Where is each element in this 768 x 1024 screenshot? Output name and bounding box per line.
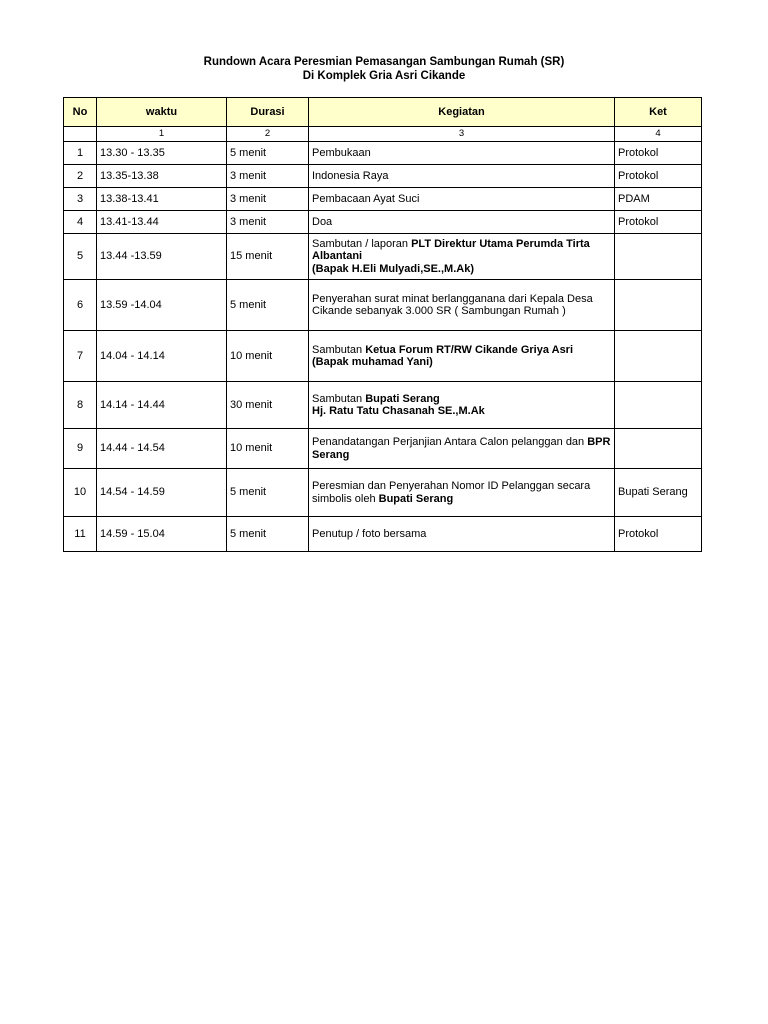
row-ket: PDAM <box>615 188 702 211</box>
table-body <box>64 142 702 552</box>
table-row <box>64 382 702 429</box>
row-kegiatan <box>309 211 615 234</box>
row-durasi: 3 menit <box>227 188 309 211</box>
table-row <box>64 188 702 211</box>
row-no: 10 <box>64 469 97 517</box>
row-durasi: 10 menit <box>227 331 309 382</box>
row-ket <box>615 331 702 382</box>
kegiatan-text: Penandatangan Perjanjian Antara Calon pelanggan dan <box>312 436 588 448</box>
row-durasi: 10 menit <box>227 429 309 469</box>
column-number: 4 <box>615 127 702 142</box>
kegiatan-text: Peresmian dan Penyerahan Nomor ID Pelanggan secara simbolis oleh <box>312 480 591 505</box>
row-waktu: 14.04 - 14.14 <box>97 331 227 382</box>
kegiatan-text: Pembukaan <box>312 146 371 159</box>
kegiatan-text: Sambutan <box>312 343 366 356</box>
row-no: 8 <box>64 382 97 429</box>
row-kegiatan <box>309 382 615 429</box>
column-number <box>64 127 97 142</box>
row-waktu: 13.30 - 13.35 <box>97 142 227 165</box>
header-waktu: waktu <box>97 98 227 127</box>
row-no: 5 <box>64 234 97 280</box>
row-kegiatan <box>309 517 615 552</box>
row-kegiatan <box>309 469 615 517</box>
row-kegiatan <box>309 234 615 280</box>
row-waktu: 14.14 - 14.44 <box>97 382 227 429</box>
row-durasi: 3 menit <box>227 165 309 188</box>
column-number: 2 <box>227 127 309 142</box>
header-no: No <box>64 98 97 127</box>
row-no: 4 <box>64 211 97 234</box>
kegiatan-text: Sambutan / laporan <box>312 237 412 250</box>
row-ket <box>615 234 702 280</box>
header-row <box>64 98 702 127</box>
row-no: 9 <box>64 429 97 469</box>
row-kegiatan <box>309 188 615 211</box>
row-waktu: 14.54 - 14.59 <box>97 469 227 517</box>
table-row <box>64 234 702 280</box>
table-row <box>64 517 702 552</box>
kegiatan-bold-text: Bupati Serang <box>365 392 440 405</box>
row-kegiatan <box>309 280 615 331</box>
table-row <box>64 142 702 165</box>
row-no: 3 <box>64 188 97 211</box>
row-no: 6 <box>64 280 97 331</box>
row-no: 1 <box>64 142 97 165</box>
kegiatan-text: Pembacaan Ayat Suci <box>312 192 420 205</box>
title-line-2: Di Komplek Gria Asri Cikande <box>302 70 466 82</box>
title-line-1: Rundown Acara Peresmian Pemasangan Sambungan Rumah (SR) <box>203 56 565 68</box>
row-kegiatan <box>309 142 615 165</box>
row-waktu: 13.35-13.38 <box>97 165 227 188</box>
column-number: 3 <box>309 127 615 142</box>
kegiatan-bold-text: PLT Direktur Utama Perumda Tirta Albantani <box>312 237 590 263</box>
kegiatan-text: Doa <box>312 215 333 228</box>
row-no: 11 <box>64 517 97 552</box>
kegiatan-bold-text: (Bapak muhamad Yani) <box>312 356 433 368</box>
row-waktu: 13.38-13.41 <box>97 188 227 211</box>
row-durasi: 3 menit <box>227 211 309 234</box>
row-durasi: 15 menit <box>227 234 309 280</box>
table-row <box>64 165 702 188</box>
kegiatan-bold-text: Ketua Forum RT/RW Cikande Griya Asri <box>365 343 574 356</box>
table-row <box>64 211 702 234</box>
kegiatan-bold-text: Bupati Serang <box>378 492 454 505</box>
row-ket <box>615 280 702 331</box>
row-kegiatan <box>309 429 615 469</box>
row-durasi: 5 menit <box>227 142 309 165</box>
table-row <box>64 331 702 382</box>
row-durasi: 5 menit <box>227 280 309 331</box>
row-kegiatan <box>309 331 615 382</box>
row-durasi: 30 menit <box>227 382 309 429</box>
row-durasi: 5 menit <box>227 469 309 517</box>
header-durasi: Durasi <box>227 98 309 127</box>
row-no: 7 <box>64 331 97 382</box>
row-ket: Protokol <box>615 517 702 552</box>
row-ket: Protokol <box>615 165 702 188</box>
kegiatan-bold-text: BPR Serang <box>312 436 611 461</box>
kegiatan-text: Sambutan <box>312 392 366 405</box>
row-ket: Protokol <box>615 142 702 165</box>
kegiatan-text: Penutup / foto bersama <box>312 527 427 540</box>
row-ket: Bupati Serang <box>615 469 702 517</box>
row-no: 2 <box>64 165 97 188</box>
kegiatan-text: Penyerahan surat minat berlangganana dari Kepala Desa Cikande sebanyak 3.000 SR ( Sambungan Rumah ) <box>312 292 593 317</box>
document-title <box>0 55 768 83</box>
row-waktu: 13.44 -13.59 <box>97 234 227 280</box>
column-number: 1 <box>97 127 227 142</box>
row-ket <box>615 429 702 469</box>
row-ket: Protokol <box>615 211 702 234</box>
header-ket: Ket <box>615 98 702 127</box>
row-ket <box>615 382 702 429</box>
row-waktu: 14.59 - 15.04 <box>97 517 227 552</box>
table-row <box>64 429 702 469</box>
table-row <box>64 280 702 331</box>
row-waktu: 13.59 -14.04 <box>97 280 227 331</box>
column-number-row <box>64 127 702 142</box>
row-kegiatan <box>309 165 615 188</box>
kegiatan-bold-text: (Bapak H.Eli Mulyadi,SE.,M.Ak) <box>312 262 474 275</box>
row-waktu: 14.44 - 14.54 <box>97 429 227 469</box>
row-durasi: 5 menit <box>227 517 309 552</box>
rundown-table <box>63 97 702 552</box>
table-row <box>64 469 702 517</box>
row-waktu: 13.41-13.44 <box>97 211 227 234</box>
kegiatan-text: Indonesia Raya <box>312 169 389 182</box>
header-kegiatan: Kegiatan <box>309 98 615 127</box>
kegiatan-bold-text: Hj. Ratu Tatu Chasanah SE.,M.Ak <box>312 405 485 417</box>
